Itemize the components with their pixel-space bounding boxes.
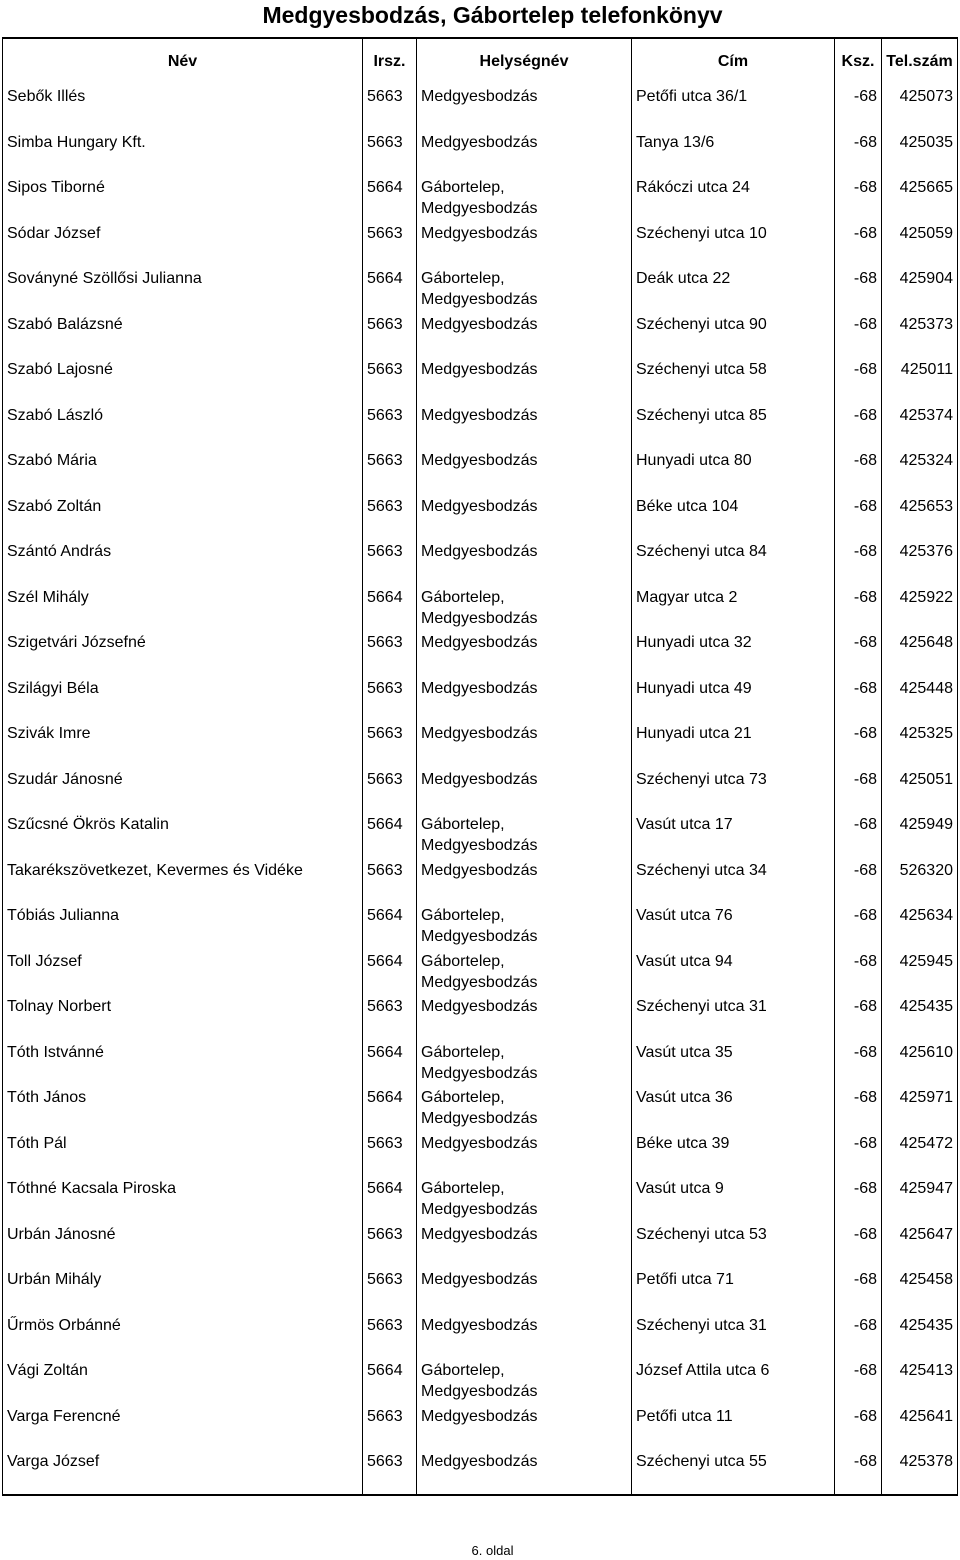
cell-place: Medgyesbodzás [417, 1404, 632, 1450]
cell-place: Medgyesbodzás [417, 1267, 632, 1313]
cell-tel: 425648 [882, 630, 958, 676]
cell-place: Medgyesbodzás [417, 1449, 632, 1495]
cell-zip: 5663 [363, 1267, 417, 1313]
table-row [3, 949, 958, 995]
table-row [3, 539, 958, 585]
table-row [3, 1040, 958, 1086]
cell-ksz: -68 [835, 767, 882, 813]
cell-address: József Attila utca 6 [632, 1358, 835, 1404]
cell-zip: 5663 [363, 1449, 417, 1495]
cell-name: Szabó László [3, 403, 363, 449]
column-header-place: Helységnév [417, 38, 632, 84]
cell-tel: 526320 [882, 858, 958, 904]
cell-tel: 425374 [882, 403, 958, 449]
cell-place: Medgyesbodzás [417, 676, 632, 722]
cell-ksz: -68 [835, 494, 882, 540]
cell-ksz: -68 [835, 1267, 882, 1313]
table-row [3, 1313, 958, 1359]
cell-zip: 5663 [363, 767, 417, 813]
cell-zip: 5663 [363, 721, 417, 767]
cell-ksz: -68 [835, 221, 882, 267]
cell-address: Vasút utca 17 [632, 812, 835, 858]
cell-place: Medgyesbodzás [417, 1313, 632, 1359]
cell-ksz: -68 [835, 84, 882, 130]
cell-address: Tanya 13/6 [632, 130, 835, 176]
cell-name: Varga József [3, 1449, 363, 1495]
cell-place: Gábortelep, Medgyesbodzás [417, 903, 632, 949]
cell-tel: 425373 [882, 312, 958, 358]
cell-ksz: -68 [835, 676, 882, 722]
cell-name: Soványné Szöllősi Julianna [3, 266, 363, 312]
cell-ksz: -68 [835, 1313, 882, 1359]
cell-tel: 425435 [882, 1313, 958, 1359]
table-row [3, 585, 958, 631]
cell-place: Medgyesbodzás [417, 1131, 632, 1177]
cell-address: Széchenyi utca 10 [632, 221, 835, 267]
table-row [3, 1267, 958, 1313]
cell-ksz: -68 [835, 403, 882, 449]
cell-address: Széchenyi utca 73 [632, 767, 835, 813]
cell-zip: 5664 [363, 1040, 417, 1086]
column-header-zip: Irsz. [363, 38, 417, 84]
cell-ksz: -68 [835, 903, 882, 949]
cell-place: Medgyesbodzás [417, 767, 632, 813]
cell-address: Széchenyi utca 31 [632, 994, 835, 1040]
cell-ksz: -68 [835, 812, 882, 858]
column-header-tel: Tel.szám [882, 38, 958, 84]
cell-address: Széchenyi utca 31 [632, 1313, 835, 1359]
cell-name: Űrmös Orbánné [3, 1313, 363, 1359]
cell-name: Simba Hungary Kft. [3, 130, 363, 176]
cell-place: Gábortelep, Medgyesbodzás [417, 175, 632, 221]
cell-tel: 425448 [882, 676, 958, 722]
table-row [3, 494, 958, 540]
column-header-address: Cím [632, 38, 835, 84]
cell-address: Hunyadi utca 32 [632, 630, 835, 676]
cell-tel: 425647 [882, 1222, 958, 1268]
cell-address: Vasút utca 35 [632, 1040, 835, 1086]
cell-ksz: -68 [835, 539, 882, 585]
cell-zip: 5663 [363, 1131, 417, 1177]
table-row [3, 1449, 958, 1495]
table-row [3, 994, 958, 1040]
cell-ksz: -68 [835, 994, 882, 1040]
cell-name: Szántó András [3, 539, 363, 585]
cell-zip: 5663 [363, 994, 417, 1040]
cell-address: Széchenyi utca 53 [632, 1222, 835, 1268]
cell-address: Petőfi utca 11 [632, 1404, 835, 1450]
cell-tel: 425949 [882, 812, 958, 858]
cell-name: Sebők Illés [3, 84, 363, 130]
table-row [3, 175, 958, 221]
cell-tel: 425073 [882, 84, 958, 130]
cell-place: Medgyesbodzás [417, 994, 632, 1040]
cell-zip: 5663 [363, 539, 417, 585]
cell-zip: 5663 [363, 312, 417, 358]
cell-ksz: -68 [835, 130, 882, 176]
page-title: Medgyesbodzás, Gábortelep telefonkönyv [262, 2, 723, 28]
cell-place: Medgyesbodzás [417, 494, 632, 540]
cell-name: Szilágyi Béla [3, 676, 363, 722]
cell-address: Vasút utca 9 [632, 1176, 835, 1222]
cell-ksz: -68 [835, 1222, 882, 1268]
cell-tel: 425945 [882, 949, 958, 995]
cell-place: Medgyesbodzás [417, 721, 632, 767]
cell-zip: 5663 [363, 84, 417, 130]
cell-name: Toll József [3, 949, 363, 995]
cell-zip: 5664 [363, 1176, 417, 1222]
cell-tel: 425665 [882, 175, 958, 221]
cell-zip: 5663 [363, 1404, 417, 1450]
table-row [3, 1085, 958, 1131]
cell-name: Szabó Lajosné [3, 357, 363, 403]
cell-zip: 5663 [363, 221, 417, 267]
cell-address: Deák utca 22 [632, 266, 835, 312]
table-row [3, 1404, 958, 1450]
cell-name: Tóth Istvánné [3, 1040, 363, 1086]
cell-address: Hunyadi utca 21 [632, 721, 835, 767]
cell-place: Medgyesbodzás [417, 1222, 632, 1268]
cell-place: Gábortelep, Medgyesbodzás [417, 949, 632, 995]
table-row [3, 903, 958, 949]
cell-zip: 5663 [363, 676, 417, 722]
cell-tel: 425324 [882, 448, 958, 494]
table-row [3, 312, 958, 358]
table-row [3, 357, 958, 403]
cell-tel: 425971 [882, 1085, 958, 1131]
table-row [3, 84, 958, 130]
cell-tel: 425051 [882, 767, 958, 813]
cell-ksz: -68 [835, 630, 882, 676]
cell-zip: 5663 [363, 630, 417, 676]
cell-place: Medgyesbodzás [417, 403, 632, 449]
table-row [3, 676, 958, 722]
table-row [3, 403, 958, 449]
table-row [3, 1131, 958, 1177]
cell-tel: 425325 [882, 721, 958, 767]
cell-address: Vasút utca 94 [632, 949, 835, 995]
table-row [3, 1358, 958, 1404]
cell-name: Vági Zoltán [3, 1358, 363, 1404]
cell-tel: 425634 [882, 903, 958, 949]
cell-address: Széchenyi utca 85 [632, 403, 835, 449]
cell-address: Petőfi utca 71 [632, 1267, 835, 1313]
cell-ksz: -68 [835, 585, 882, 631]
cell-name: Szigetvári Józsefné [3, 630, 363, 676]
cell-tel: 425472 [882, 1131, 958, 1177]
table-row [3, 221, 958, 267]
cell-zip: 5664 [363, 585, 417, 631]
cell-zip: 5663 [363, 494, 417, 540]
cell-name: Szabó Balázsné [3, 312, 363, 358]
table-row [3, 630, 958, 676]
cell-tel: 425011 [882, 357, 958, 403]
cell-zip: 5663 [363, 448, 417, 494]
cell-zip: 5664 [363, 1358, 417, 1404]
table-row [3, 812, 958, 858]
cell-tel: 425458 [882, 1267, 958, 1313]
cell-place: Gábortelep, Medgyesbodzás [417, 1176, 632, 1222]
cell-zip: 5664 [363, 903, 417, 949]
header-row [3, 38, 958, 84]
cell-ksz: -68 [835, 312, 882, 358]
cell-ksz: -68 [835, 1131, 882, 1177]
cell-address: Széchenyi utca 84 [632, 539, 835, 585]
cell-name: Szabó Zoltán [3, 494, 363, 540]
cell-name: Tolnay Norbert [3, 994, 363, 1040]
cell-zip: 5664 [363, 175, 417, 221]
cell-name: Szivák Imre [3, 721, 363, 767]
cell-ksz: -68 [835, 1176, 882, 1222]
cell-ksz: -68 [835, 721, 882, 767]
cell-place: Gábortelep, Medgyesbodzás [417, 585, 632, 631]
cell-ksz: -68 [835, 266, 882, 312]
cell-place: Gábortelep, Medgyesbodzás [417, 1040, 632, 1086]
cell-tel: 425947 [882, 1176, 958, 1222]
table-row [3, 767, 958, 813]
cell-name: Tóbiás Julianna [3, 903, 363, 949]
cell-tel: 425376 [882, 539, 958, 585]
cell-place: Medgyesbodzás [417, 130, 632, 176]
cell-zip: 5664 [363, 1085, 417, 1131]
cell-tel: 425653 [882, 494, 958, 540]
cell-tel: 425413 [882, 1358, 958, 1404]
cell-zip: 5663 [363, 403, 417, 449]
table-row [3, 448, 958, 494]
cell-ksz: -68 [835, 1404, 882, 1450]
cell-ksz: -68 [835, 175, 882, 221]
cell-zip: 5663 [363, 357, 417, 403]
cell-ksz: -68 [835, 858, 882, 904]
cell-name: Urbán Mihály [3, 1267, 363, 1313]
cell-place: Medgyesbodzás [417, 357, 632, 403]
table-row [3, 130, 958, 176]
cell-address: Vasút utca 76 [632, 903, 835, 949]
cell-zip: 5663 [363, 858, 417, 904]
cell-name: Szűcsné Ökrös Katalin [3, 812, 363, 858]
cell-name: Tóthné Kacsala Piroska [3, 1176, 363, 1222]
cell-address: Széchenyi utca 90 [632, 312, 835, 358]
cell-name: Szél Mihály [3, 585, 363, 631]
column-header-name: Név [3, 38, 363, 84]
cell-place: Medgyesbodzás [417, 858, 632, 904]
cell-address: Széchenyi utca 34 [632, 858, 835, 904]
cell-place: Gábortelep, Medgyesbodzás [417, 266, 632, 312]
cell-place: Medgyesbodzás [417, 539, 632, 585]
cell-name: Sódar József [3, 221, 363, 267]
cell-zip: 5664 [363, 812, 417, 858]
cell-ksz: -68 [835, 1358, 882, 1404]
cell-tel: 425435 [882, 994, 958, 1040]
cell-zip: 5663 [363, 130, 417, 176]
cell-ksz: -68 [835, 1449, 882, 1495]
table-row [3, 1176, 958, 1222]
column-header-ksz: Ksz. [835, 38, 882, 84]
cell-place: Medgyesbodzás [417, 84, 632, 130]
page-number: 6. oldal [471, 1543, 514, 1558]
cell-address: Rákóczi utca 24 [632, 175, 835, 221]
cell-tel: 425059 [882, 221, 958, 267]
cell-address: Széchenyi utca 58 [632, 357, 835, 403]
cell-tel: 425641 [882, 1404, 958, 1450]
cell-zip: 5664 [363, 266, 417, 312]
cell-name: Tóth Pál [3, 1131, 363, 1177]
cell-name: Takarékszövetkezet, Kevermes és Vidéke [3, 858, 363, 904]
cell-address: Béke utca 39 [632, 1131, 835, 1177]
cell-address: Hunyadi utca 49 [632, 676, 835, 722]
cell-address: Hunyadi utca 80 [632, 448, 835, 494]
phonebook-table [2, 37, 958, 1496]
cell-zip: 5663 [363, 1222, 417, 1268]
cell-tel: 425904 [882, 266, 958, 312]
cell-ksz: -68 [835, 1085, 882, 1131]
cell-address: Magyar utca 2 [632, 585, 835, 631]
table-row [3, 1222, 958, 1268]
cell-name: Varga Ferencné [3, 1404, 363, 1450]
cell-place: Medgyesbodzás [417, 630, 632, 676]
cell-tel: 425922 [882, 585, 958, 631]
cell-name: Sipos Tiborné [3, 175, 363, 221]
cell-address: Petőfi utca 36/1 [632, 84, 835, 130]
cell-place: Gábortelep, Medgyesbodzás [417, 1085, 632, 1131]
cell-ksz: -68 [835, 949, 882, 995]
cell-ksz: -68 [835, 357, 882, 403]
cell-ksz: -68 [835, 448, 882, 494]
cell-address: Béke utca 104 [632, 494, 835, 540]
cell-name: Szudár Jánosné [3, 767, 363, 813]
cell-place: Medgyesbodzás [417, 312, 632, 358]
cell-ksz: -68 [835, 1040, 882, 1086]
cell-address: Vasút utca 36 [632, 1085, 835, 1131]
cell-zip: 5664 [363, 949, 417, 995]
cell-place: Medgyesbodzás [417, 448, 632, 494]
cell-tel: 425035 [882, 130, 958, 176]
cell-zip: 5663 [363, 1313, 417, 1359]
table-header [3, 38, 958, 84]
table-row [3, 858, 958, 904]
table-body [3, 84, 958, 1495]
cell-name: Tóth János [3, 1085, 363, 1131]
cell-place: Gábortelep, Medgyesbodzás [417, 1358, 632, 1404]
cell-tel: 425378 [882, 1449, 958, 1495]
cell-place: Gábortelep, Medgyesbodzás [417, 812, 632, 858]
table-row [3, 266, 958, 312]
cell-name: Urbán Jánosné [3, 1222, 363, 1268]
cell-name: Szabó Mária [3, 448, 363, 494]
table-row [3, 721, 958, 767]
cell-tel: 425610 [882, 1040, 958, 1086]
cell-address: Széchenyi utca 55 [632, 1449, 835, 1495]
cell-place: Medgyesbodzás [417, 221, 632, 267]
